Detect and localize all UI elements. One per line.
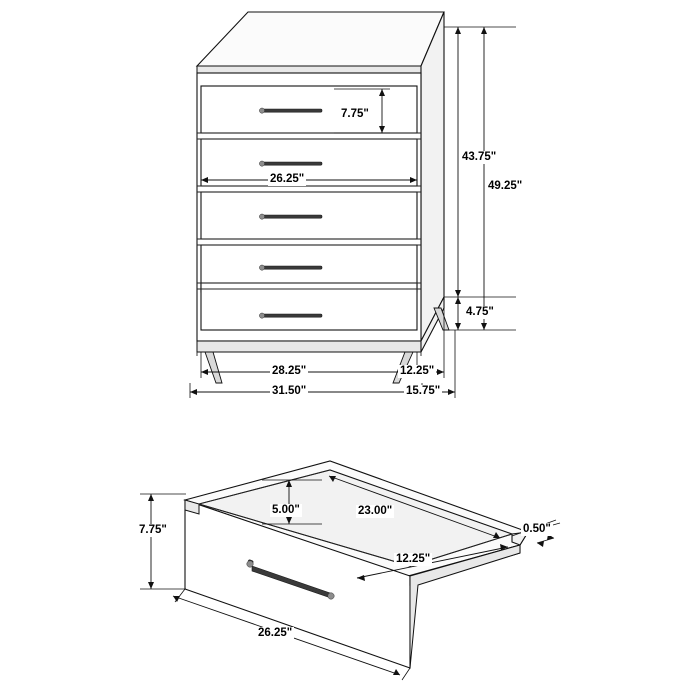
dim-label-overall-height: 49.25" — [488, 180, 523, 192]
dimline-thickness — [537, 538, 554, 543]
arrow-49-25-down — [481, 323, 487, 330]
arrow-43-75-down — [455, 290, 461, 297]
chest-perspective-view — [190, 12, 516, 398]
dim-label-case-depth: 12.25" — [400, 365, 435, 377]
dim-label-drawer-material-thickness: 0.50" — [523, 523, 551, 535]
drawer-detail-view — [140, 461, 560, 680]
arrow-12-25-right — [437, 369, 444, 375]
dim-label-leg-height: 4.75" — [466, 306, 494, 318]
drawer-handle-4 — [259, 265, 322, 270]
dim-label-drawer-front-height: 7.75" — [341, 108, 369, 120]
drawer-front-5 — [201, 283, 417, 330]
chest-base-rail — [197, 341, 421, 352]
dim-label-drawer-exterior-height: 7.75" — [139, 524, 167, 536]
arrow-49-25-up — [481, 27, 487, 34]
dim-label-overall-depth: 15.75" — [406, 385, 441, 397]
chest-top-edge — [197, 66, 421, 73]
ext-26-25d-right — [402, 668, 410, 680]
arrow-4-75-up — [455, 297, 461, 304]
drawer-handle-2 — [259, 161, 322, 166]
chest-right-side-panel — [421, 12, 444, 341]
arrow-43-75-up — [455, 27, 461, 34]
chest-top-panel — [197, 12, 444, 66]
dim-label-drawer-exterior-width: 26.25" — [258, 627, 293, 639]
arrow-7-75d-down — [148, 582, 154, 589]
dim-label-drawer-front-width: 26.25" — [270, 173, 305, 185]
drawer-handle-3 — [259, 214, 322, 219]
leg-front-left — [205, 352, 222, 383]
dim-label-overall-width: 31.50" — [272, 385, 307, 397]
dim-label-drawer-interior-height: 5.00" — [272, 504, 300, 516]
arrow-7-75d-up — [148, 494, 154, 501]
arrow-4-75-down — [455, 323, 461, 330]
arrow-26-25d-right — [393, 669, 400, 675]
drawer-handle-5 — [259, 313, 322, 318]
arrow-31-50-left — [190, 389, 197, 395]
dim-label-drawer-interior-width: 12.25" — [396, 553, 431, 565]
dim-label-height-to-top-of-case: 43.75" — [462, 151, 497, 163]
arrow-28-25-left — [201, 369, 208, 375]
arrow-15-75-right — [448, 389, 455, 395]
dim-label-drawer-interior-length: 23.00" — [358, 505, 393, 517]
dim-label-case-width: 28.25" — [272, 365, 307, 377]
arrow-26-25d-left — [173, 596, 180, 602]
drawer-handle-1 — [259, 108, 322, 113]
